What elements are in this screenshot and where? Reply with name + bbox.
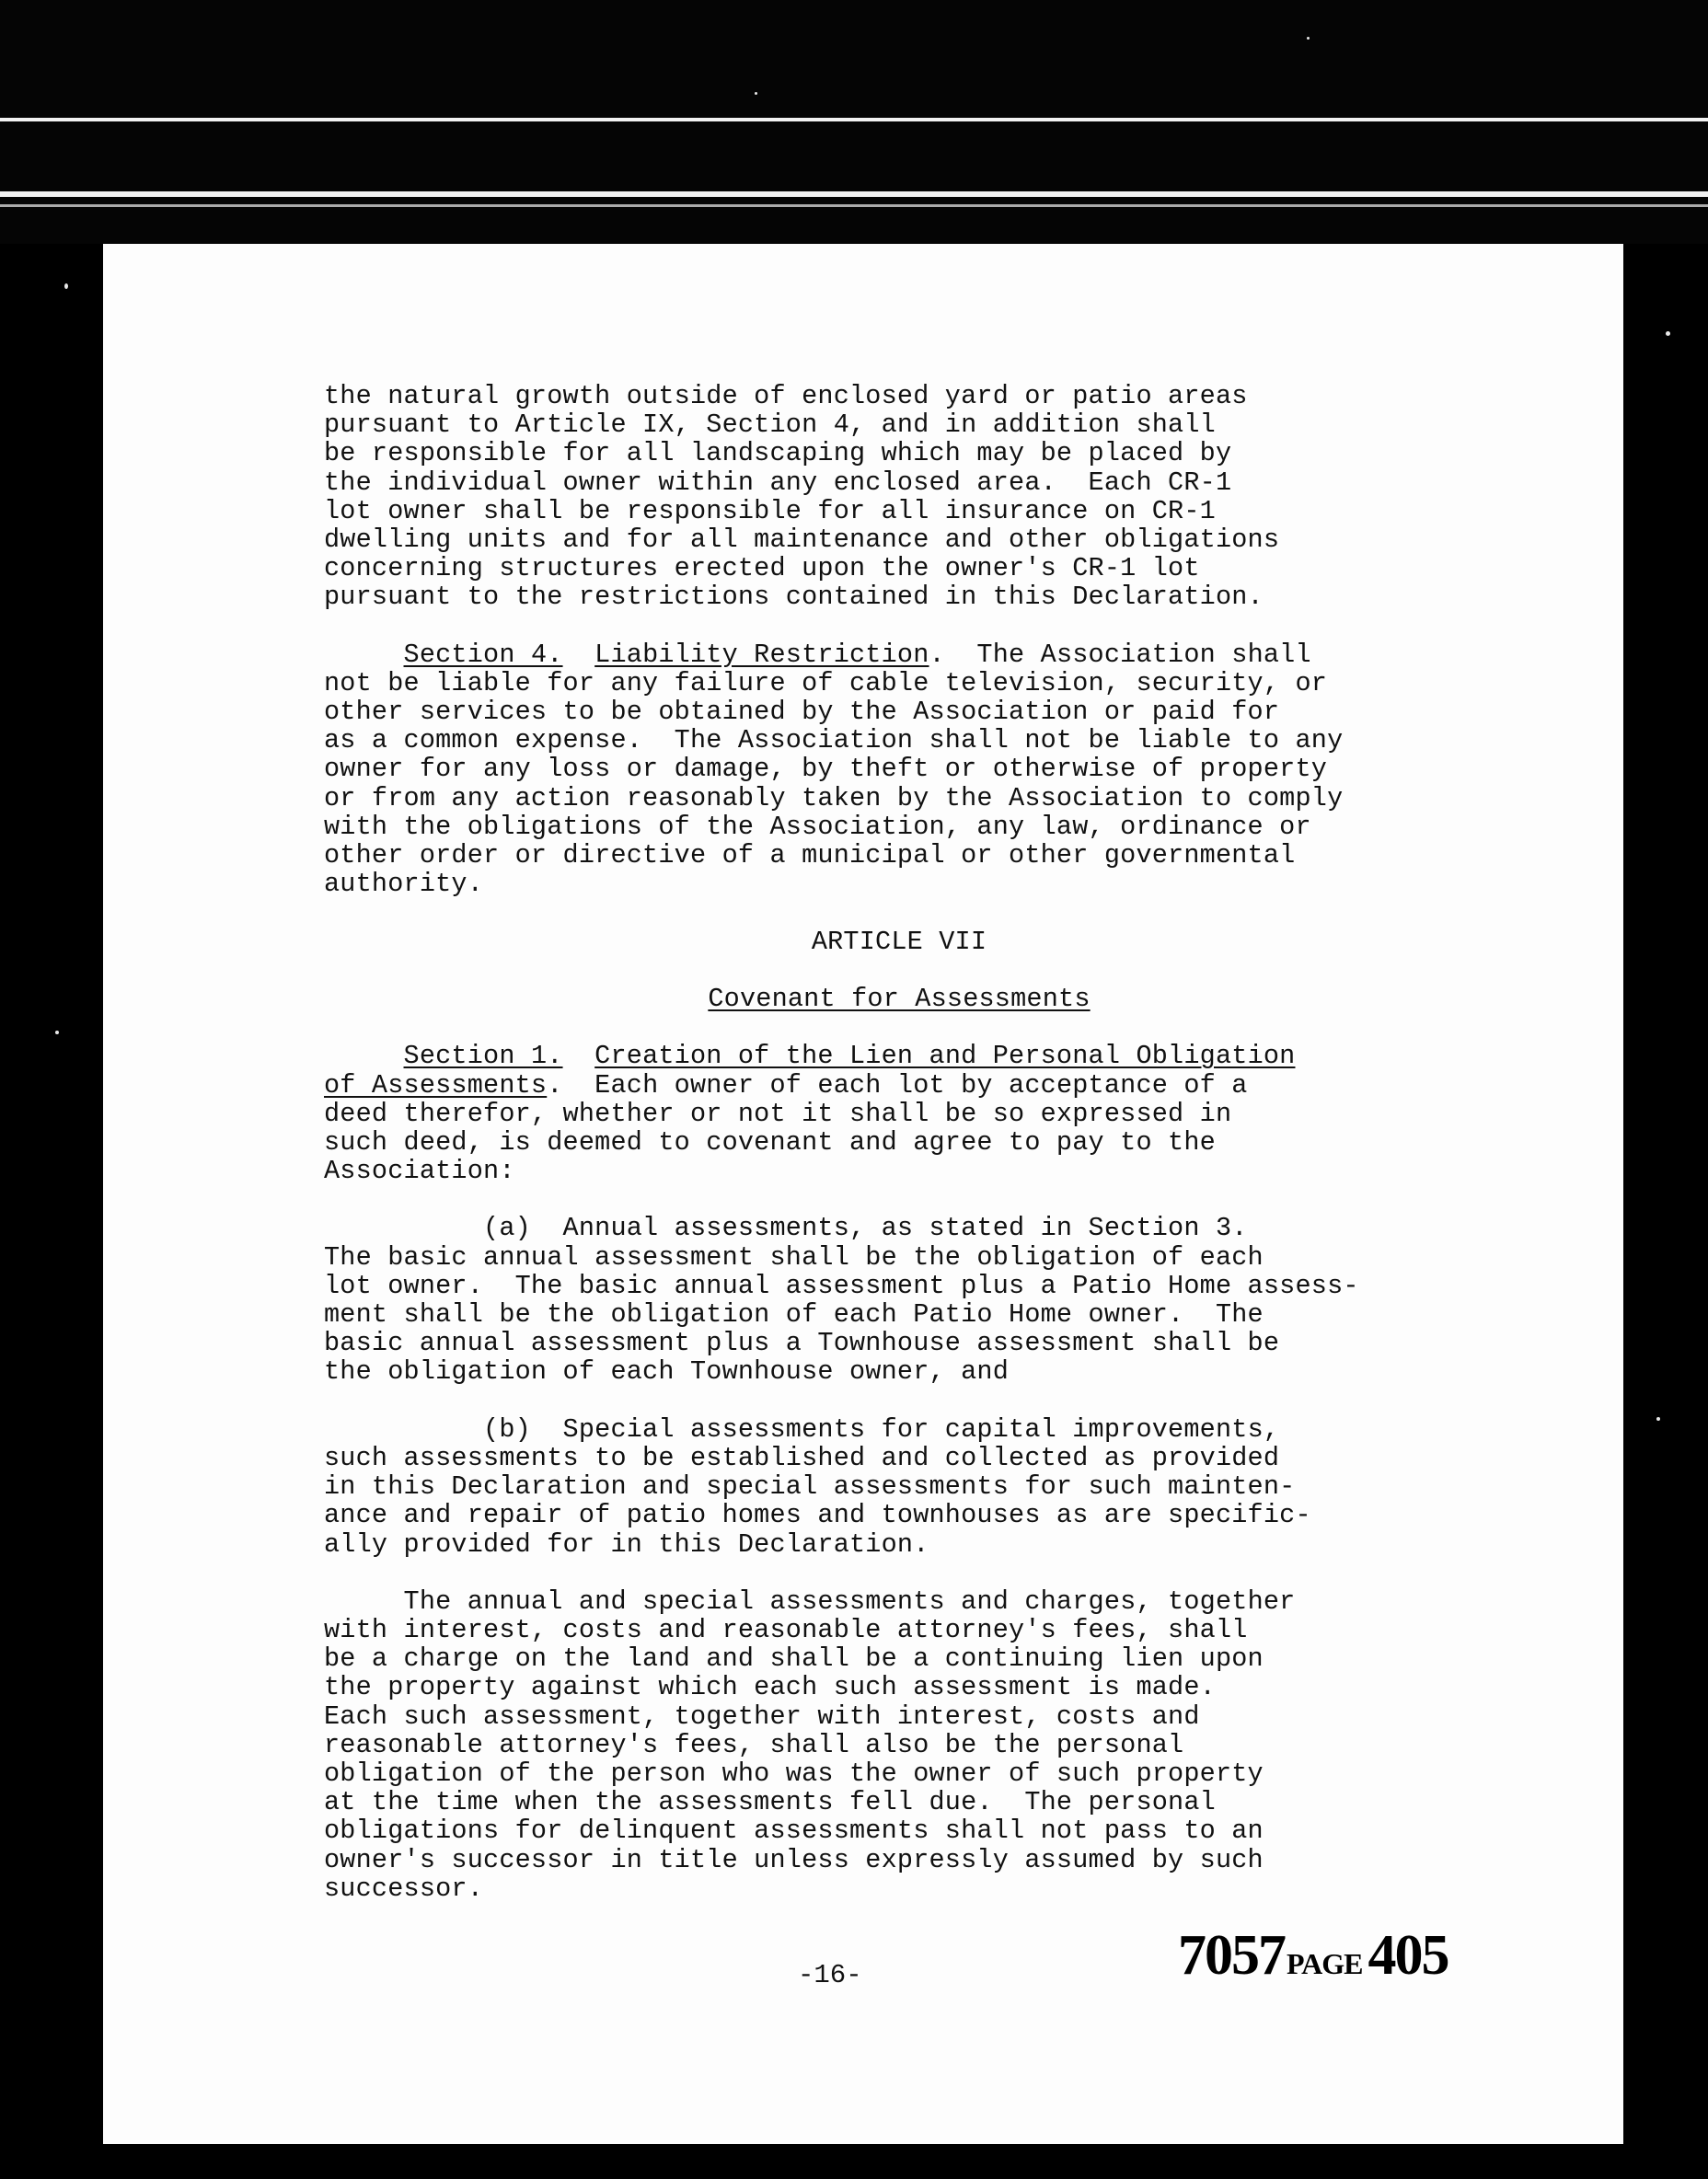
text-line: The basic annual assessment shall be the obligation of each [324,1241,1264,1273]
text-line: the obligation of each Townhouse owner, and [324,1356,1010,1388]
text-line: (b) Special assessments for capital improvements, [483,1413,1280,1445]
page-word: PAGE [1287,1947,1363,1980]
paragraph-lien [324,1587,1474,1903]
text-line: lot owner shall be responsible for all insurance on CR-1 [324,495,1216,526]
section-label: Section 1. [403,1041,563,1072]
document-body [324,382,1474,1903]
text-line: authority. [324,869,484,900]
text-line: not be liable for any failure of cable television, security, or [324,667,1328,698]
section-title: Creation of the Lien and Personal Obligation [594,1041,1296,1072]
text-line: at the time when the assessments fell due. The personal [324,1787,1216,1818]
scan-speck [1307,37,1310,40]
section-title: Liability Restriction [594,639,929,670]
text-line: obligation of the person who was the owner of such property [324,1758,1264,1789]
document-page [103,244,1623,2144]
scan-speck [64,283,68,289]
article-heading: ARTICLE VII [811,926,987,957]
article-subheading: Covenant for Assessments [708,983,1091,1014]
scan-speck [1656,1417,1660,1421]
text-line: as a common expense. The Association shall not be liable to any [324,725,1344,756]
text-line: reasonable attorney's fees, shall also be the personal [324,1729,1184,1760]
book-number: 7057 [1178,1924,1285,1987]
page-number: -16- [798,1960,862,1990]
text-line: be a charge on the land and shall be a continuing lien upon [324,1643,1264,1675]
scan-artifact-line [0,191,1708,197]
section-1-creation-of-lien [324,1042,1474,1185]
text-line: deed therefor, whether or not it shall be so expressed in [324,1098,1232,1129]
text-line: owner for any loss or damage, by theft or otherwise of property [324,754,1328,785]
text-line: . The Association shall [929,639,1311,670]
text-line: successor. [324,1873,484,1904]
paragraph-maintenance [324,382,1474,612]
book-page-stamp [1178,1923,1448,1989]
text-line: such assessments to be established and collected as provided [324,1442,1280,1473]
text-line: the natural growth outside of enclosed yard or patio areas [324,381,1248,411]
section-title-continued: of Assessments [324,1069,548,1101]
scan-speck [755,92,757,95]
scan-border-top [0,0,1708,244]
text-line: other order or directive of a municipal or other governmental [324,840,1296,870]
text-line: pursuant to Article IX, Section 4, and in addition shall [324,409,1216,441]
text-line: with interest, costs and reasonable attorney's fees, shall [324,1615,1248,1646]
text-line: or from any action reasonably taken by the Association to comply [324,782,1344,813]
text-line: obligations for delinquent assessments shall not pass to an [324,1816,1264,1847]
text-line: other services to be obtained by the Association or paid for [324,697,1280,728]
text-line: ally provided for in this Declaration. [324,1528,929,1560]
text-line: ance and repair of patio homes and townhouses as are specific- [324,1500,1311,1531]
text-line: concerning structures erected upon the owner's CR-1 lot [324,553,1200,584]
text-line: in this Declaration and special assessments for such mainten- [324,1471,1296,1503]
text-line: such deed, is deemed to covenant and agree to pay to the [324,1126,1216,1158]
text-line: lot owner. The basic annual assessment plus a Patio Home assess- [324,1270,1359,1301]
text-line: the individual owner within any enclosed area. Each CR-1 [324,467,1232,498]
scan-artifact-line [0,118,1708,121]
list-item-b [324,1415,1474,1559]
text-line: owner's successor in title unless expressly assumed by such [324,1844,1264,1875]
text-line: with the obligations of the Association, any law, ordinance or [324,811,1311,842]
list-item-a [324,1214,1474,1386]
text-line: the property against which each such assessment is made. [324,1672,1216,1703]
text-line: Association: [324,1156,515,1187]
scan-artifact-line [0,204,1708,207]
text-line: pursuant to the restrictions contained in this Declaration. [324,582,1264,613]
stamp-page-number: 405 [1368,1924,1448,1987]
text-line: The annual and special assessments and charges, together [403,1585,1296,1617]
text-line: Each such assessment, together with interest, costs and [324,1701,1200,1732]
text-line: ment shall be the obligation of each Patio Home owner. The [324,1299,1264,1330]
text-line: dwelling units and for all maintenance and other obligations [324,524,1280,555]
scan-speck [55,1031,59,1034]
section-label: Section 4. [403,639,563,670]
text-line: be responsible for all landscaping which may be placed by [324,438,1232,469]
scan-speck [1666,331,1670,336]
text-line: (a) Annual assessments, as stated in Section 3. [483,1213,1248,1244]
section-4-liability-restriction [324,640,1474,899]
text-line: basic annual assessment plus a Townhouse assessment shall be [324,1328,1280,1359]
text-line: . Each owner of each lot by acceptance of a [547,1069,1248,1101]
